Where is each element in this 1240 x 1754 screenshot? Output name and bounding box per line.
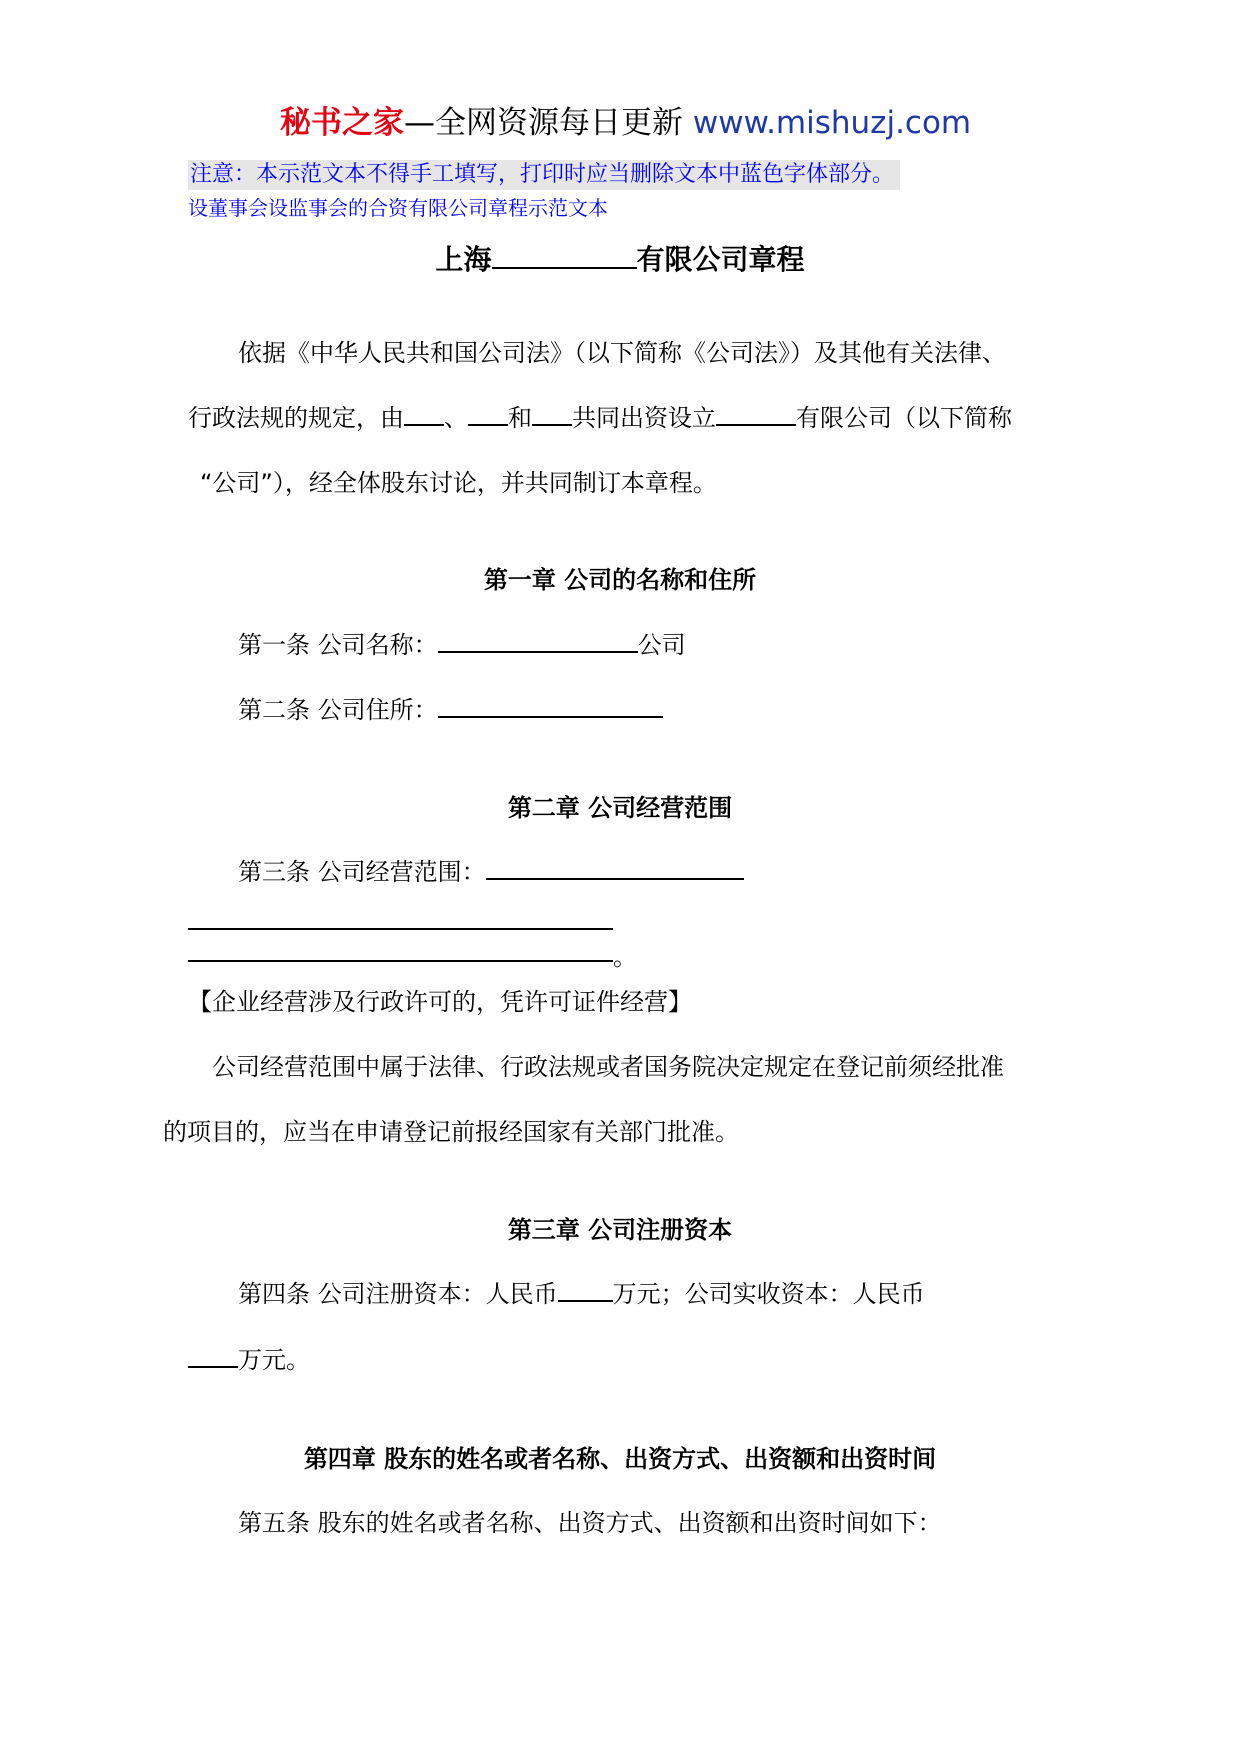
article-1-suffix: 公司 xyxy=(637,631,686,659)
company-name-field xyxy=(438,629,638,653)
chapter-2-title: 第二章 公司经营范围 xyxy=(507,794,733,822)
brand-name: 秘书之家 xyxy=(280,105,404,141)
article-4-continued xyxy=(188,1343,310,1377)
article-4 xyxy=(238,1277,925,1311)
chapter-4-title: 第四章 股东的姓名或者名称、出资方式、出资额和出资时间 xyxy=(303,1445,937,1473)
preamble-line-1: 依据《中华人民共和国公司法》（以下简称《公司法》）及其他有关法律、 xyxy=(238,339,1006,367)
shareholder-blank-1 xyxy=(404,402,444,426)
company-name-blank xyxy=(716,402,796,426)
company-address-field xyxy=(438,694,663,718)
shareholder-blank-3 xyxy=(532,402,572,426)
business-scope-line-2 xyxy=(188,960,613,962)
chapter-1-title: 第一章 公司的名称和住所 xyxy=(483,566,757,594)
article-2 xyxy=(238,693,663,727)
registered-capital-blank xyxy=(558,1278,613,1302)
article-5: 第五条 股东的姓名或者名称、出资方式、出资额和出资时间如下： xyxy=(238,1509,942,1537)
article-3 xyxy=(238,855,744,889)
approval-paragraph-line-2: 的项目的，应当在申请登记前报经国家有关部门批准。 xyxy=(163,1118,739,1146)
header-slogan: —全网资源每日更新 xyxy=(404,105,693,141)
site-header xyxy=(280,103,971,143)
document-title xyxy=(0,240,1240,280)
document-subtitle: 设董事会设监事会的合资有限公司章程示范文本 xyxy=(188,196,608,220)
article-4-text-b: 万元；公司实收资本：人民币 xyxy=(612,1280,925,1308)
preamble-line-2 xyxy=(188,401,1012,435)
article-1-label: 第一条 公司名称： xyxy=(238,631,438,659)
license-note: 【企业经营涉及行政许可的，凭许可证件经营】 xyxy=(188,988,692,1016)
article-4-text-a: 第四条 公司注册资本：人民币 xyxy=(238,1280,558,1308)
title-prefix: 上海 xyxy=(435,243,492,276)
business-scope-period: 。 xyxy=(613,943,637,971)
preamble-text-b: 共同出资设立 xyxy=(572,404,716,432)
title-blank xyxy=(492,241,637,269)
preamble-line-3: “公司”），经全体股东讨论，并共同制订本章程。 xyxy=(200,469,717,497)
title-suffix: 有限公司章程 xyxy=(636,243,805,276)
paid-in-capital-blank xyxy=(188,1344,238,1368)
preamble-sep-1: 、 xyxy=(444,404,468,432)
article-1 xyxy=(238,628,686,662)
preamble-sep-2: 和 xyxy=(508,404,532,432)
article-4-text-c: 万元。 xyxy=(238,1346,310,1374)
article-3-label: 第三条 公司经营范围： xyxy=(238,858,486,886)
shareholder-blank-2 xyxy=(468,402,508,426)
notice-text: 注意：本示范文本不得手工填写，打印时应当删除文本中蓝色字体部分。 xyxy=(188,160,900,190)
preamble-text-a: 行政法规的规定，由 xyxy=(188,404,404,432)
approval-paragraph-line-1: 公司经营范围中属于法律、行政法规或者国务院决定规定在登记前须经批准 xyxy=(212,1053,1004,1081)
site-url-link[interactable]: www.mishuzj.com xyxy=(692,105,972,141)
chapter-3-title: 第三章 公司注册资本 xyxy=(507,1216,733,1244)
article-2-label: 第二条 公司住所： xyxy=(238,696,438,724)
preamble-text-c: 有限公司（以下简称 xyxy=(796,404,1012,432)
business-scope-line-1 xyxy=(188,928,613,930)
business-scope-field xyxy=(486,856,744,880)
